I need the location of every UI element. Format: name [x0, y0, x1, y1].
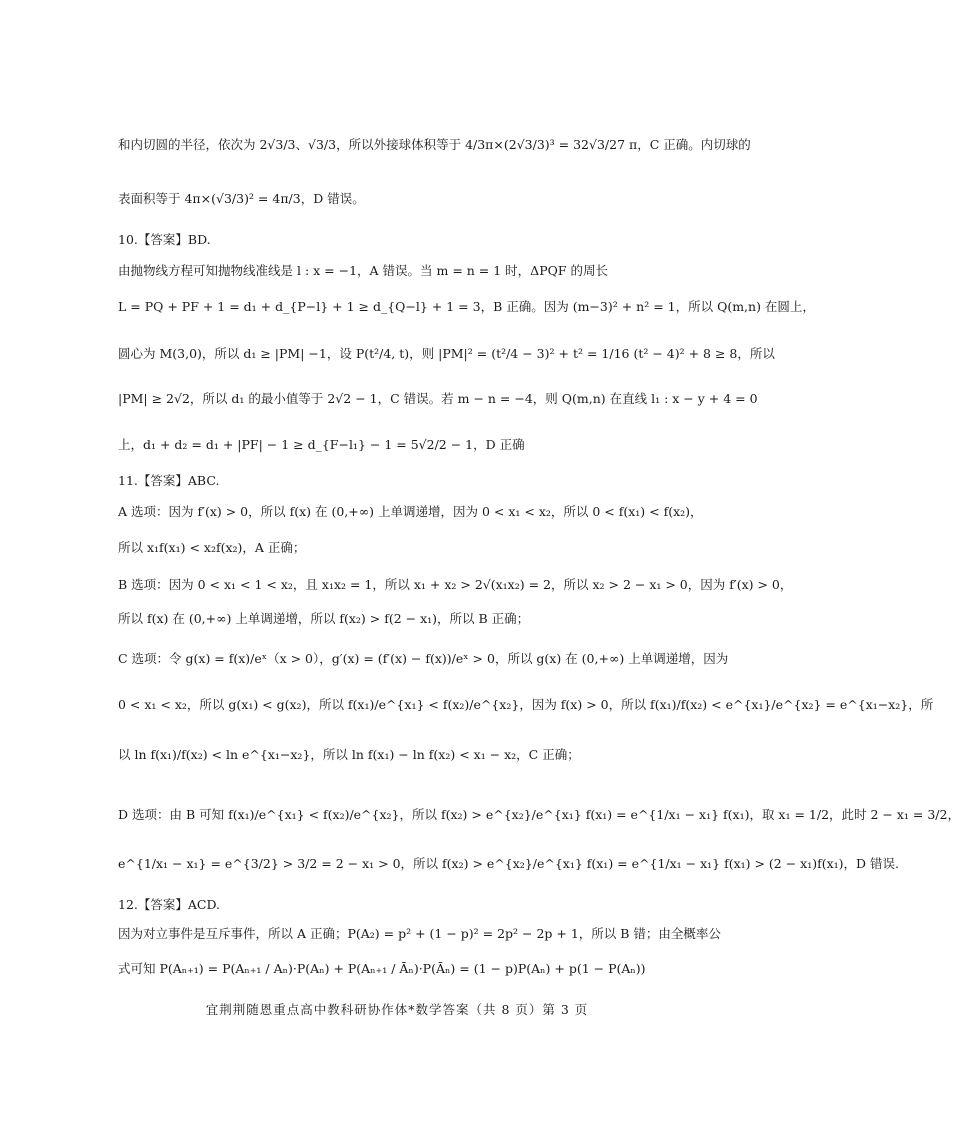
text-line-15: 0 < x₁ < x₂，所以 g(x₁) < g(x₂)，所以 f(x₁)/e^{x₁} < f(x₂)/e^{x₂}，因为 f(x) > 0，所以 f(x₁)/f(x₂) < e^{x₁}/e^{x₂} = e^{x₁−x₂}，所 — [118, 697, 934, 712]
text-line-18: e^{1/x₁ − x₁} = e^{3/2} > 3/2 = 2 − x₁ > 0，所以 f(x₂) > e^{x₂}/e^{x₁} f(x₁) = e^{1/x₁ − x₁} f(x₁) > (2 − x₁)f(x₁)，D 错误. — [118, 856, 900, 871]
text-line-6: 圆心为 M(3,0)，所以 d₁ ≥ |PM| −1，设 P(t²/4, t)，则 |PM|² = (t²/4 − 3)² + t² = 1/16 (t² − 4)² + 8 ≥ 8，所以 — [118, 346, 775, 361]
answer-11-heading: 11.【答案】ABC. — [118, 473, 220, 488]
answer-12-heading: 12.【答案】ACD. — [118, 897, 221, 912]
text-line-5: L = PQ + PF + 1 = d₁ + d_{P−l} + 1 ≥ d_{Q−l} + 1 = 3，B 正确。因为 (m−3)² + n² = 1，所以 Q(m,n) 在圆上， — [118, 299, 815, 314]
answer-10-heading: 10.【答案】BD. — [118, 232, 211, 247]
page-footer: 宜荆荆随恩重点高中教科研协作体*数学答案（共 8 页）第 3 页 — [205, 1002, 589, 1017]
text-line-12: B 选项：因为 0 < x₁ < 1 < x₂，且 x₁x₂ = 1，所以 x₁ + x₂ > 2√(x₁x₂) = 2，所以 x₂ > 2 − x₁ > 0，因为 f′(x) > 0， — [118, 577, 793, 592]
text-line-7: |PM| ≥ 2√2，所以 d₁ 的最小值等于 2√2 − 1，C 错误。若 m − n = −4，则 Q(m,n) 在直线 l₁ : x − y + 4 = 0 — [118, 391, 758, 406]
text-line-21: 式可知 P(Aₙ₊₁) = P(Aₙ₊₁ / Aₙ)·P(Aₙ) + P(Aₙ₊₁ / Āₙ)·P(Āₙ) = (1 − p)P(Aₙ) + p(1 − P(Aₙ)) — [118, 961, 646, 976]
text-line-20: 因为对立事件是互斥事件，所以 A 正确；P(A₂) = p² + (1 − p)² = 2p² − 2p + 1，所以 B 错；由全概率公 — [118, 926, 721, 941]
text-line-4: 由抛物线方程可知抛物线准线是 l : x = −1，A 错误。当 m = n = 1 时，ΔPQF 的周长 — [118, 263, 609, 278]
text-line-10: A 选项：因为 f′(x) > 0，所以 f(x) 在 (0,+∞) 上单调递增，因为 0 < x₁ < x₂，所以 0 < f(x₁) < f(x₂)， — [118, 504, 703, 519]
text-line-2: 表面积等于 4π×(√3/3)² = 4π/3，D 错误。 — [118, 191, 365, 206]
text-line-11: 所以 x₁f(x₁) < x₂f(x₂)，A 正确； — [118, 540, 306, 555]
text-line-14: C 选项：令 g(x) = f(x)/eˣ（x > 0），g′(x) = (f′(x) − f(x))/eˣ > 0，所以 g(x) 在 (0,+∞) 上单调递增，因为 — [118, 651, 729, 666]
text-line-1: 和内切圆的半径，依次为 2√3/3、√3/3，所以外接球体积等于 4/3π×(2√3/3)³ = 32√3/27 π，C 正确。内切球的 — [118, 137, 751, 152]
text-line-17: D 选项：由 B 可知 f(x₁)/e^{x₁} < f(x₂)/e^{x₂}，所以 f(x₂) > e^{x₂}/e^{x₁} f(x₁) = e^{1/x₁ − x₁} f(x₁)，取 x₁ = 1/2，此时 2 − x₁ = 3/2， — [118, 807, 960, 822]
text-line-16: 以 ln f(x₁)/f(x₂) < ln e^{x₁−x₂}，所以 ln f(x₁) − ln f(x₂) < x₁ − x₂，C 正确； — [118, 747, 580, 762]
text-line-13: 所以 f(x) 在 (0,+∞) 上单调递增，所以 f(x₂) > f(2 − x₁)，所以 B 正确； — [118, 611, 530, 626]
text-line-8: 上，d₁ + d₂ = d₁ + |PF| − 1 ≥ d_{F−l₁} − 1 = 5√2/2 − 1，D 正确 — [118, 437, 525, 452]
